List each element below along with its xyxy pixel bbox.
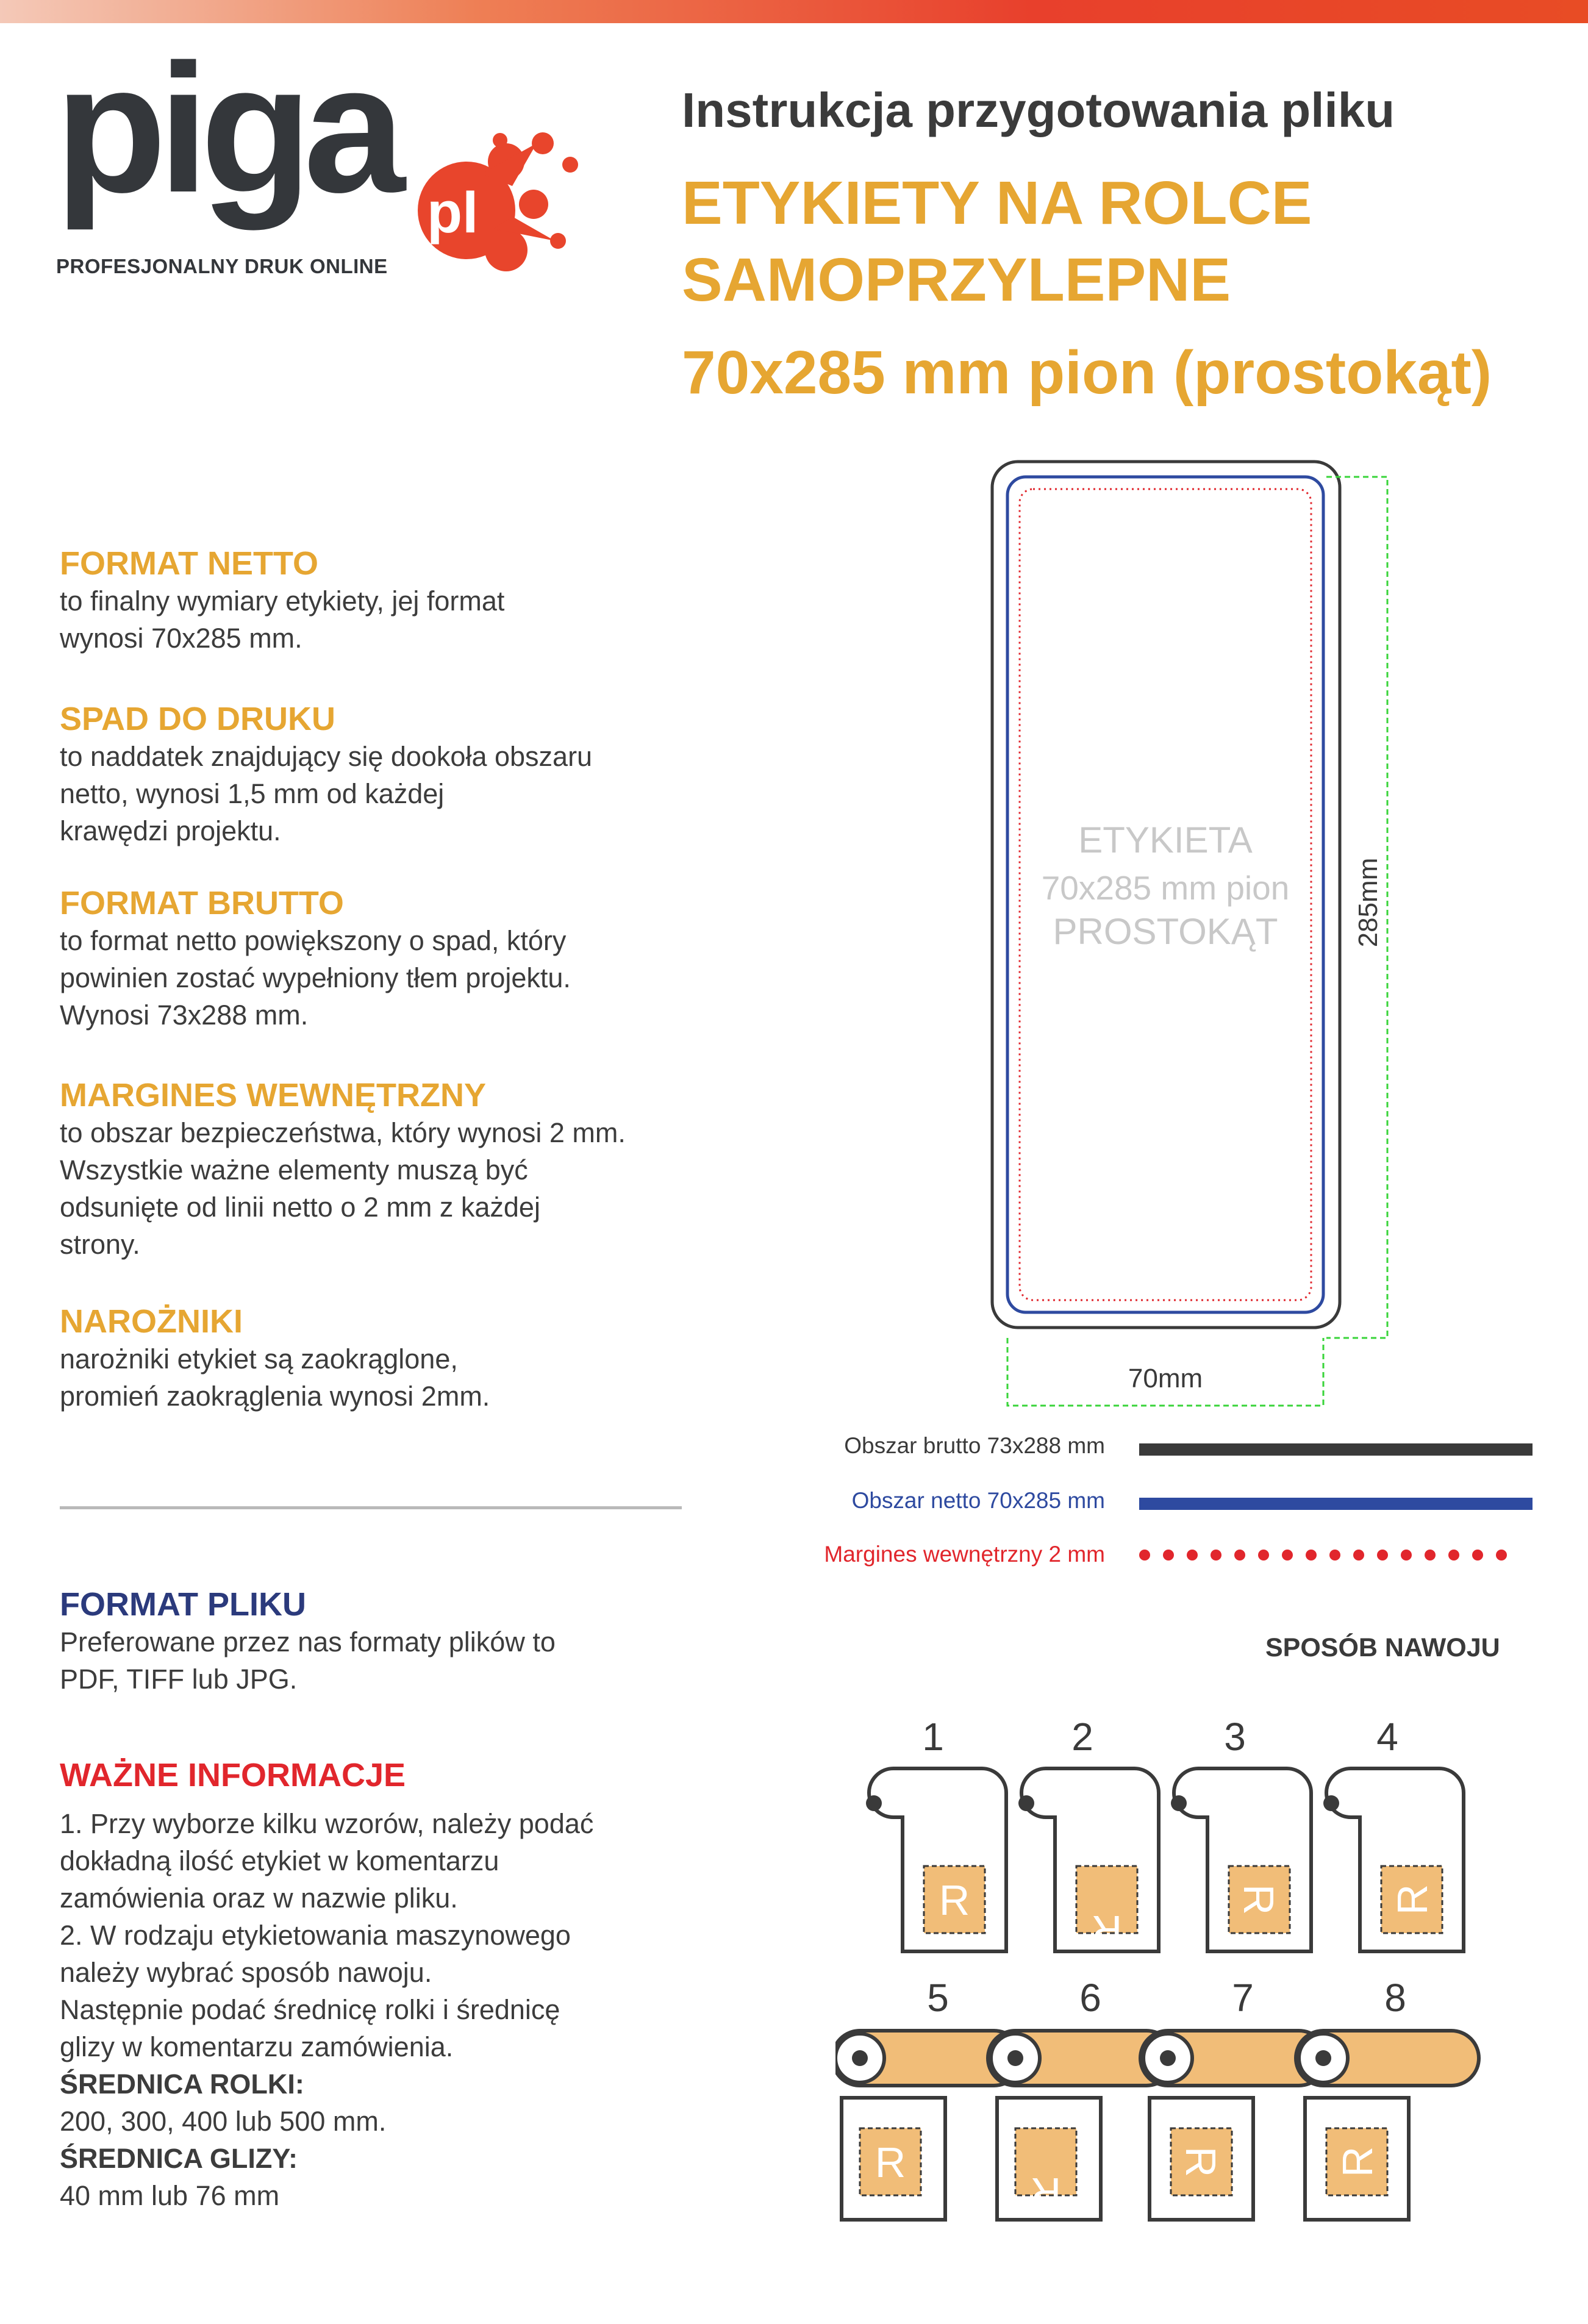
legend-brutto-label: Obszar brutto 73x288 mm xyxy=(844,1433,1105,1458)
winding-number: 8 xyxy=(1384,1976,1406,2020)
section-heading: MARGINES WEWNĘTRZNY xyxy=(60,1077,486,1114)
section-text xyxy=(60,1114,626,1263)
roll-core-icon xyxy=(1171,1795,1187,1811)
section-text xyxy=(60,1623,556,1698)
logo-tagline: PROFESJONALNY DRUK ONLINE xyxy=(56,255,388,277)
winding-number: 2 xyxy=(1071,1715,1093,1759)
section-format-netto xyxy=(60,545,504,657)
section-format-brutto xyxy=(60,884,571,1034)
text-line: odsunięte od linii netto o 2 mm z każdej xyxy=(60,1192,540,1223)
winding-option-7 xyxy=(1140,1976,1326,2220)
label-diagram xyxy=(976,451,1403,1427)
text-line: krawędzi projektu. xyxy=(60,815,281,846)
legend-margin-label: Margines wewnętrzny 2 mm xyxy=(824,1542,1105,1567)
text-line: Następnie podać średnicę rolki i średnicę xyxy=(60,1994,560,2025)
product-title xyxy=(682,165,1492,411)
winding-option-2 xyxy=(1018,1715,1159,1954)
roll-core-icon xyxy=(866,1795,882,1811)
text-line: glizy w komentarzu zamówienia. xyxy=(60,2031,454,2062)
legend-margin-dots xyxy=(1139,1550,1507,1561)
label-text-line1: ETYKIETA xyxy=(1078,820,1253,860)
roll-core-icon xyxy=(1315,2050,1331,2066)
text-line: to finalny wymiary etykiety, jej format xyxy=(60,585,505,617)
winding-option-8 xyxy=(1296,1976,1479,2220)
section-important xyxy=(60,1756,593,2214)
roll-core-icon xyxy=(1007,2050,1023,2066)
text-line: strony. xyxy=(60,1229,140,1260)
winding-option-1 xyxy=(866,1715,1006,1951)
product-title-line1: ETYKIETY NA ROLCE xyxy=(682,169,1312,237)
section-heading: FORMAT BRUTTO xyxy=(60,885,344,921)
text-line: należy wybrać sposób nawoju. xyxy=(60,1957,432,1988)
roll-core-icon xyxy=(1018,1795,1034,1811)
winding-number: 6 xyxy=(1079,1976,1101,2020)
label-text-line2: 70x285 mm pion xyxy=(1041,869,1290,907)
roll-core-icon xyxy=(1323,1795,1339,1811)
label-letter: R xyxy=(1091,1907,1123,1954)
section-margines xyxy=(60,1076,626,1263)
roll-core-icon xyxy=(852,2050,868,2066)
winding-diagram xyxy=(835,1707,1482,2232)
height-dimension-label: 285mm xyxy=(1353,857,1383,948)
legend-brutto-line xyxy=(1139,1443,1533,1456)
label-letter: R xyxy=(1030,2169,1062,2217)
roll-diameter-values: 200, 300, 400 lub 500 mm. xyxy=(60,2106,387,2137)
label-letter: R xyxy=(1389,1884,1436,1915)
label-letter: R xyxy=(1177,2146,1225,2178)
winding-number: 7 xyxy=(1232,1976,1254,2020)
section-heading: NAROŻNIKI xyxy=(60,1303,243,1340)
section-heading: SPAD DO DRUKU xyxy=(60,701,336,737)
text-line: zamówienia oraz w nazwie pliku. xyxy=(60,1882,458,1914)
text-line: Preferowane przez nas formaty plików to xyxy=(60,1626,556,1657)
roll-core-icon xyxy=(1160,2050,1176,2066)
section-narozniki xyxy=(60,1303,490,1415)
winding-number: 4 xyxy=(1376,1715,1398,1759)
text-line: PDF, TIFF lub JPG. xyxy=(60,1664,298,1695)
legend-netto-label: Obszar netto 70x285 mm xyxy=(851,1488,1105,1513)
winding-title: SPOSÓB NAWOJU xyxy=(1265,1633,1500,1662)
section-text xyxy=(60,1805,593,2214)
logo-wordmark: piga xyxy=(55,26,397,231)
text-line: Wynosi 73x288 mm. xyxy=(60,999,309,1031)
text-line: wynosi 70x285 mm. xyxy=(60,623,302,654)
text-line: to obszar bezpieczeństwa, który wynosi 2 mm. xyxy=(60,1117,626,1148)
section-file-format xyxy=(60,1586,556,1698)
winding-option-5 xyxy=(835,1976,1021,2220)
winding-option-3 xyxy=(1171,1715,1311,1951)
text-line: narożniki etykiet są zaokrąglone, xyxy=(60,1343,458,1375)
winding-number: 3 xyxy=(1224,1715,1246,1759)
text-line: to format netto powiększony o spad, który xyxy=(60,925,567,956)
text-line: powinien zostać wypełniony tłem projektu. xyxy=(60,962,571,993)
text-line: dokładną ilość etykiet w komentarzu xyxy=(60,1845,499,1876)
width-dimension-label: 70mm xyxy=(1128,1364,1203,1393)
section-divider xyxy=(60,1506,682,1509)
core-diameter-label: ŚREDNICA GLIZY: xyxy=(60,2143,298,2174)
label-letter: R xyxy=(874,2139,906,2186)
logo-splash-icon xyxy=(390,119,598,284)
text-line: 2. W rodzaju etykietowania maszynowego xyxy=(60,1920,571,1951)
text-line: 1. Przy wyborze kilku wzorów, należy podać xyxy=(60,1808,594,1839)
section-text xyxy=(60,738,592,849)
label-letter: R xyxy=(1235,1884,1282,1915)
section-heading: FORMAT NETTO xyxy=(60,545,318,582)
winding-option-4 xyxy=(1323,1715,1464,1951)
top-gradient-bar xyxy=(0,0,1588,23)
winding-number: 1 xyxy=(922,1715,944,1759)
section-heading: FORMAT PLIKU xyxy=(60,1586,306,1623)
section-text xyxy=(60,582,504,657)
section-heading: WAŻNE INFORMACJE xyxy=(60,1757,406,1793)
text-line: promień zaokrąglenia wynosi 2mm. xyxy=(60,1381,490,1412)
winding-option-6 xyxy=(988,1976,1174,2220)
winding-number: 5 xyxy=(927,1976,949,2020)
section-text xyxy=(60,1340,490,1415)
section-spad xyxy=(60,700,592,849)
section-text xyxy=(60,922,571,1034)
label-text-line3: PROSTOKĄT xyxy=(1053,911,1278,952)
logo-badge: pl xyxy=(427,181,479,245)
legend-netto-line xyxy=(1139,1498,1533,1510)
product-title-line2: SAMOPRZYLEPNE xyxy=(682,246,1231,314)
label-letter: R xyxy=(939,1876,970,1924)
core-diameter-values: 40 mm lub 76 mm xyxy=(60,2180,280,2211)
text-line: netto, wynosi 1,5 mm od każdej xyxy=(60,778,445,809)
document-title: Instrukcja przygotowania pliku xyxy=(682,83,1395,137)
product-title-line3: 70x285 mm pion (prostokąt) xyxy=(682,338,1492,407)
label-letter: R xyxy=(1334,2146,1381,2178)
text-line: to naddatek znajdujący się dookoła obszaru xyxy=(60,741,593,772)
text-line: Wszystkie ważne elementy muszą być xyxy=(60,1154,528,1185)
roll-diameter-label: ŚREDNICA ROLKI: xyxy=(60,2068,304,2100)
